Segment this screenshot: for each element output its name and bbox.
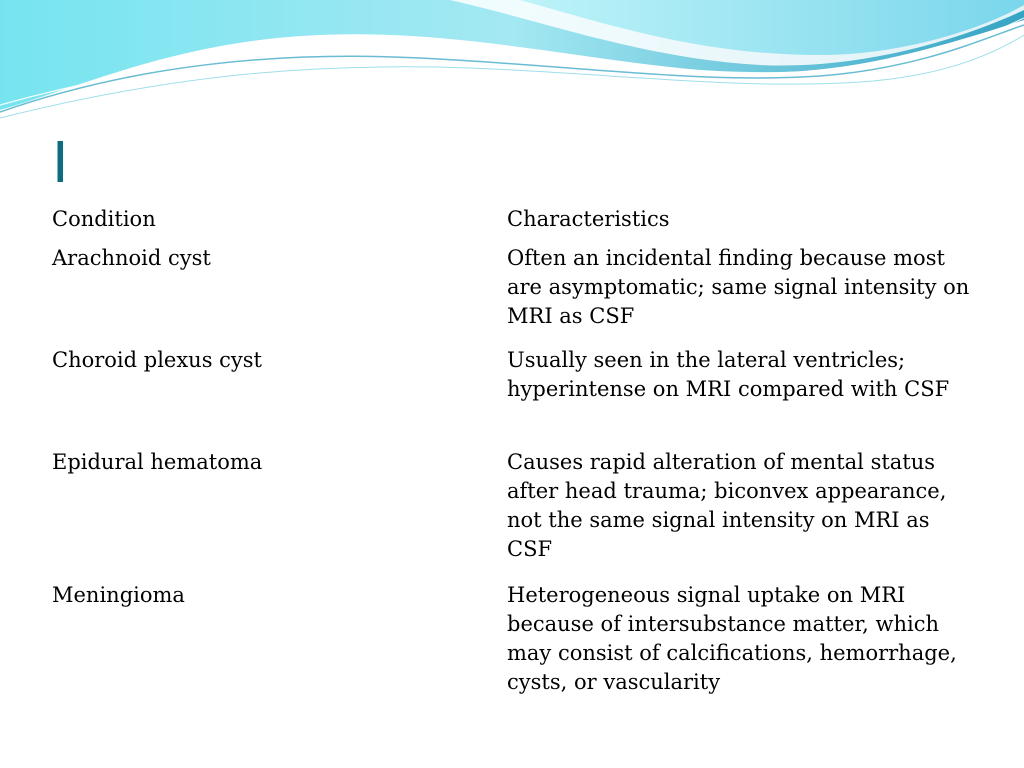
table-row: [52, 581, 992, 701]
table-row: [52, 244, 992, 346]
characteristics-cell: Causes rapid alteration of mental status after head trauma; biconvex appearance, not the same signal intensity on MRI as CSF: [507, 450, 947, 561]
condition-cell: Epidural hematoma: [52, 450, 263, 474]
condition-cell: Meningioma: [52, 583, 185, 607]
table-row: [52, 346, 992, 448]
table-row: [52, 448, 992, 581]
condition-cell: Choroid plexus cyst: [52, 348, 262, 372]
decorative-wave-banner: [0, 0, 1024, 130]
characteristics-cell: Heterogeneous signal uptake on MRI because of intersubstance matter, which may consist of calcifications, hemorrhage, cysts, or vascularity: [507, 583, 957, 694]
characteristics-cell: Usually seen in the lateral ventricles; hyperintense on MRI compared with CSF: [507, 348, 950, 401]
conditions-table: [52, 205, 992, 701]
header-condition: Condition: [52, 207, 156, 231]
characteristics-cell: Often an incidental finding because most are asymptomatic; same signal intensity on MRI as CSF: [507, 246, 970, 328]
table-header-row: [52, 205, 992, 244]
header-characteristics: Characteristics: [507, 207, 670, 231]
condition-cell: Arachnoid cyst: [52, 246, 211, 270]
slide-title: I: [52, 131, 69, 196]
